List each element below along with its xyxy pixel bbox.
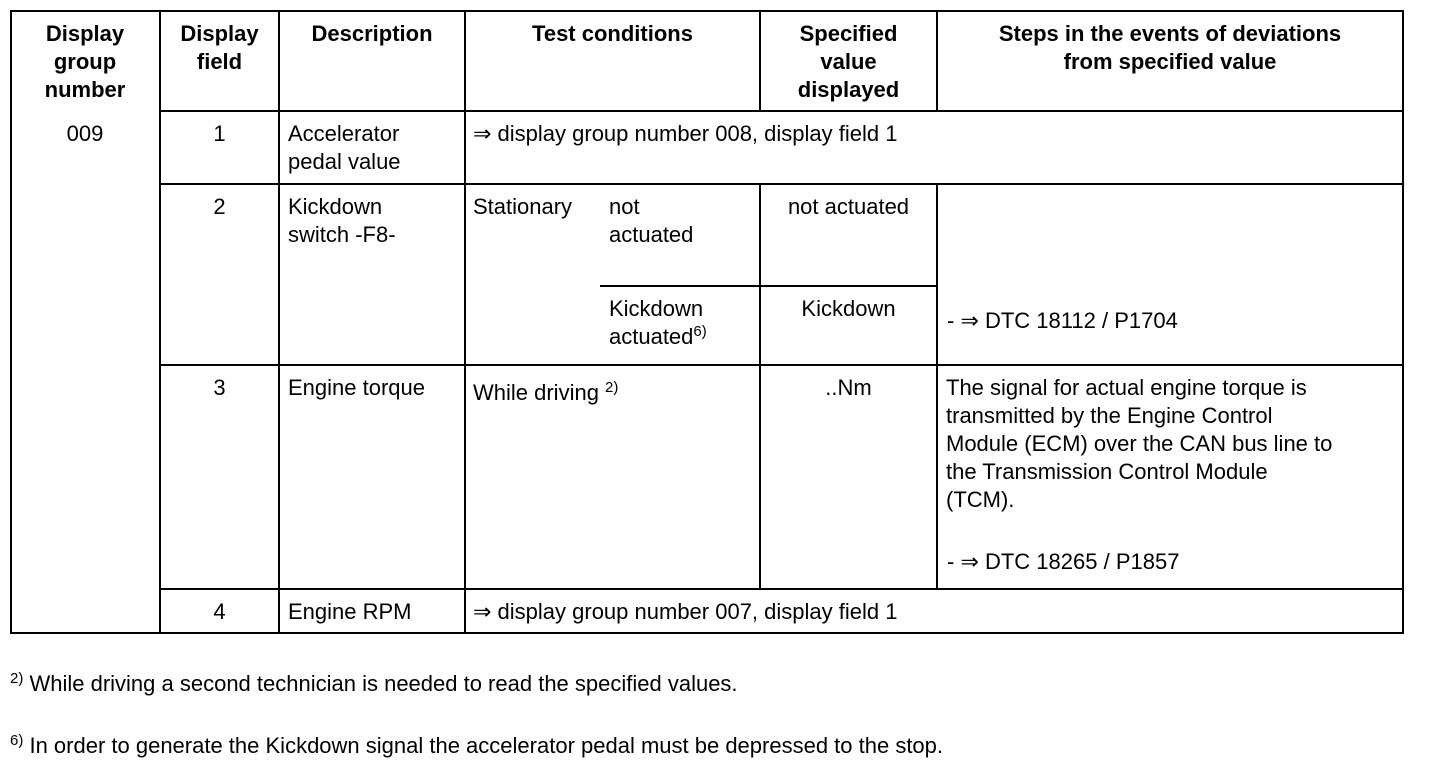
row2-field: 2 [213, 194, 226, 219]
row-separator-3 [160, 588, 1404, 590]
row2-value-kickdown: Kickdown [801, 296, 896, 321]
row3-steps-dtc: - ⇒ DTC 18265 / P1857 [947, 549, 1180, 574]
subrow-separator [600, 285, 938, 287]
row4-description: Engine RPM [288, 599, 412, 624]
header-specified-value: Specified value displayed [797, 21, 900, 102]
row1-field: 1 [213, 121, 226, 146]
row-separator-2 [160, 364, 1404, 366]
table-border-top [10, 10, 1404, 12]
footnote-ref-6: 6) [693, 323, 707, 340]
row2-condition: Stationary [473, 194, 573, 219]
row-separator-1 [160, 183, 1404, 185]
header-description: Description [311, 21, 433, 46]
footnote-ref-2: 2) [605, 379, 619, 396]
row2-description: Kickdown switch -F8- [288, 194, 396, 247]
row3-description: Engine torque [288, 375, 425, 400]
row1-description: Accelerator pedal value [288, 121, 401, 174]
row2-value-not-actuated: not actuated [787, 194, 910, 219]
table-border-right [1402, 10, 1404, 634]
row3-steps: The signal for actual engine torque is transmitted by the Engine Control Module (ECM) over the CAN bus line to the Transmission Control Module (TCM). [946, 375, 1333, 512]
row3-condition: While driving $^{2)}$ [473, 379, 619, 405]
row4-reference: ⇒ display group number 007, display field 1 [473, 599, 898, 624]
header-steps: Steps in the events of deviations from specified value [998, 21, 1342, 74]
row2-state-not-actuated: not actuated [609, 194, 694, 247]
header-display-field: Display field [180, 21, 259, 74]
header-test-conditions: Test conditions [532, 21, 693, 46]
group-number: 009 [66, 121, 104, 146]
row1-reference: ⇒ display group number 008, display field 1 [473, 121, 898, 146]
row3-value: ..Nm [825, 375, 872, 400]
col-line-3 [464, 10, 466, 634]
footnote-2: $^{2)}$ While driving a second technician is needed to read the specified values. [10, 670, 738, 696]
header-separator [160, 110, 1404, 112]
header-display-group-number: Display group number [44, 21, 126, 102]
table-border-bottom [10, 632, 1404, 634]
row4-field: 4 [213, 599, 226, 624]
col-line-2 [278, 10, 280, 634]
row3-field: 3 [213, 375, 226, 400]
row2-state-kickdown: Kickdown actuated$^{6)}$ [609, 296, 707, 349]
row2-steps: - ⇒ DTC 18112 / P1704 [947, 308, 1178, 333]
footnote-6: $^{6)}$ In order to generate the Kickdown signal the accelerator pedal must be depressed to the stop. [10, 732, 944, 758]
